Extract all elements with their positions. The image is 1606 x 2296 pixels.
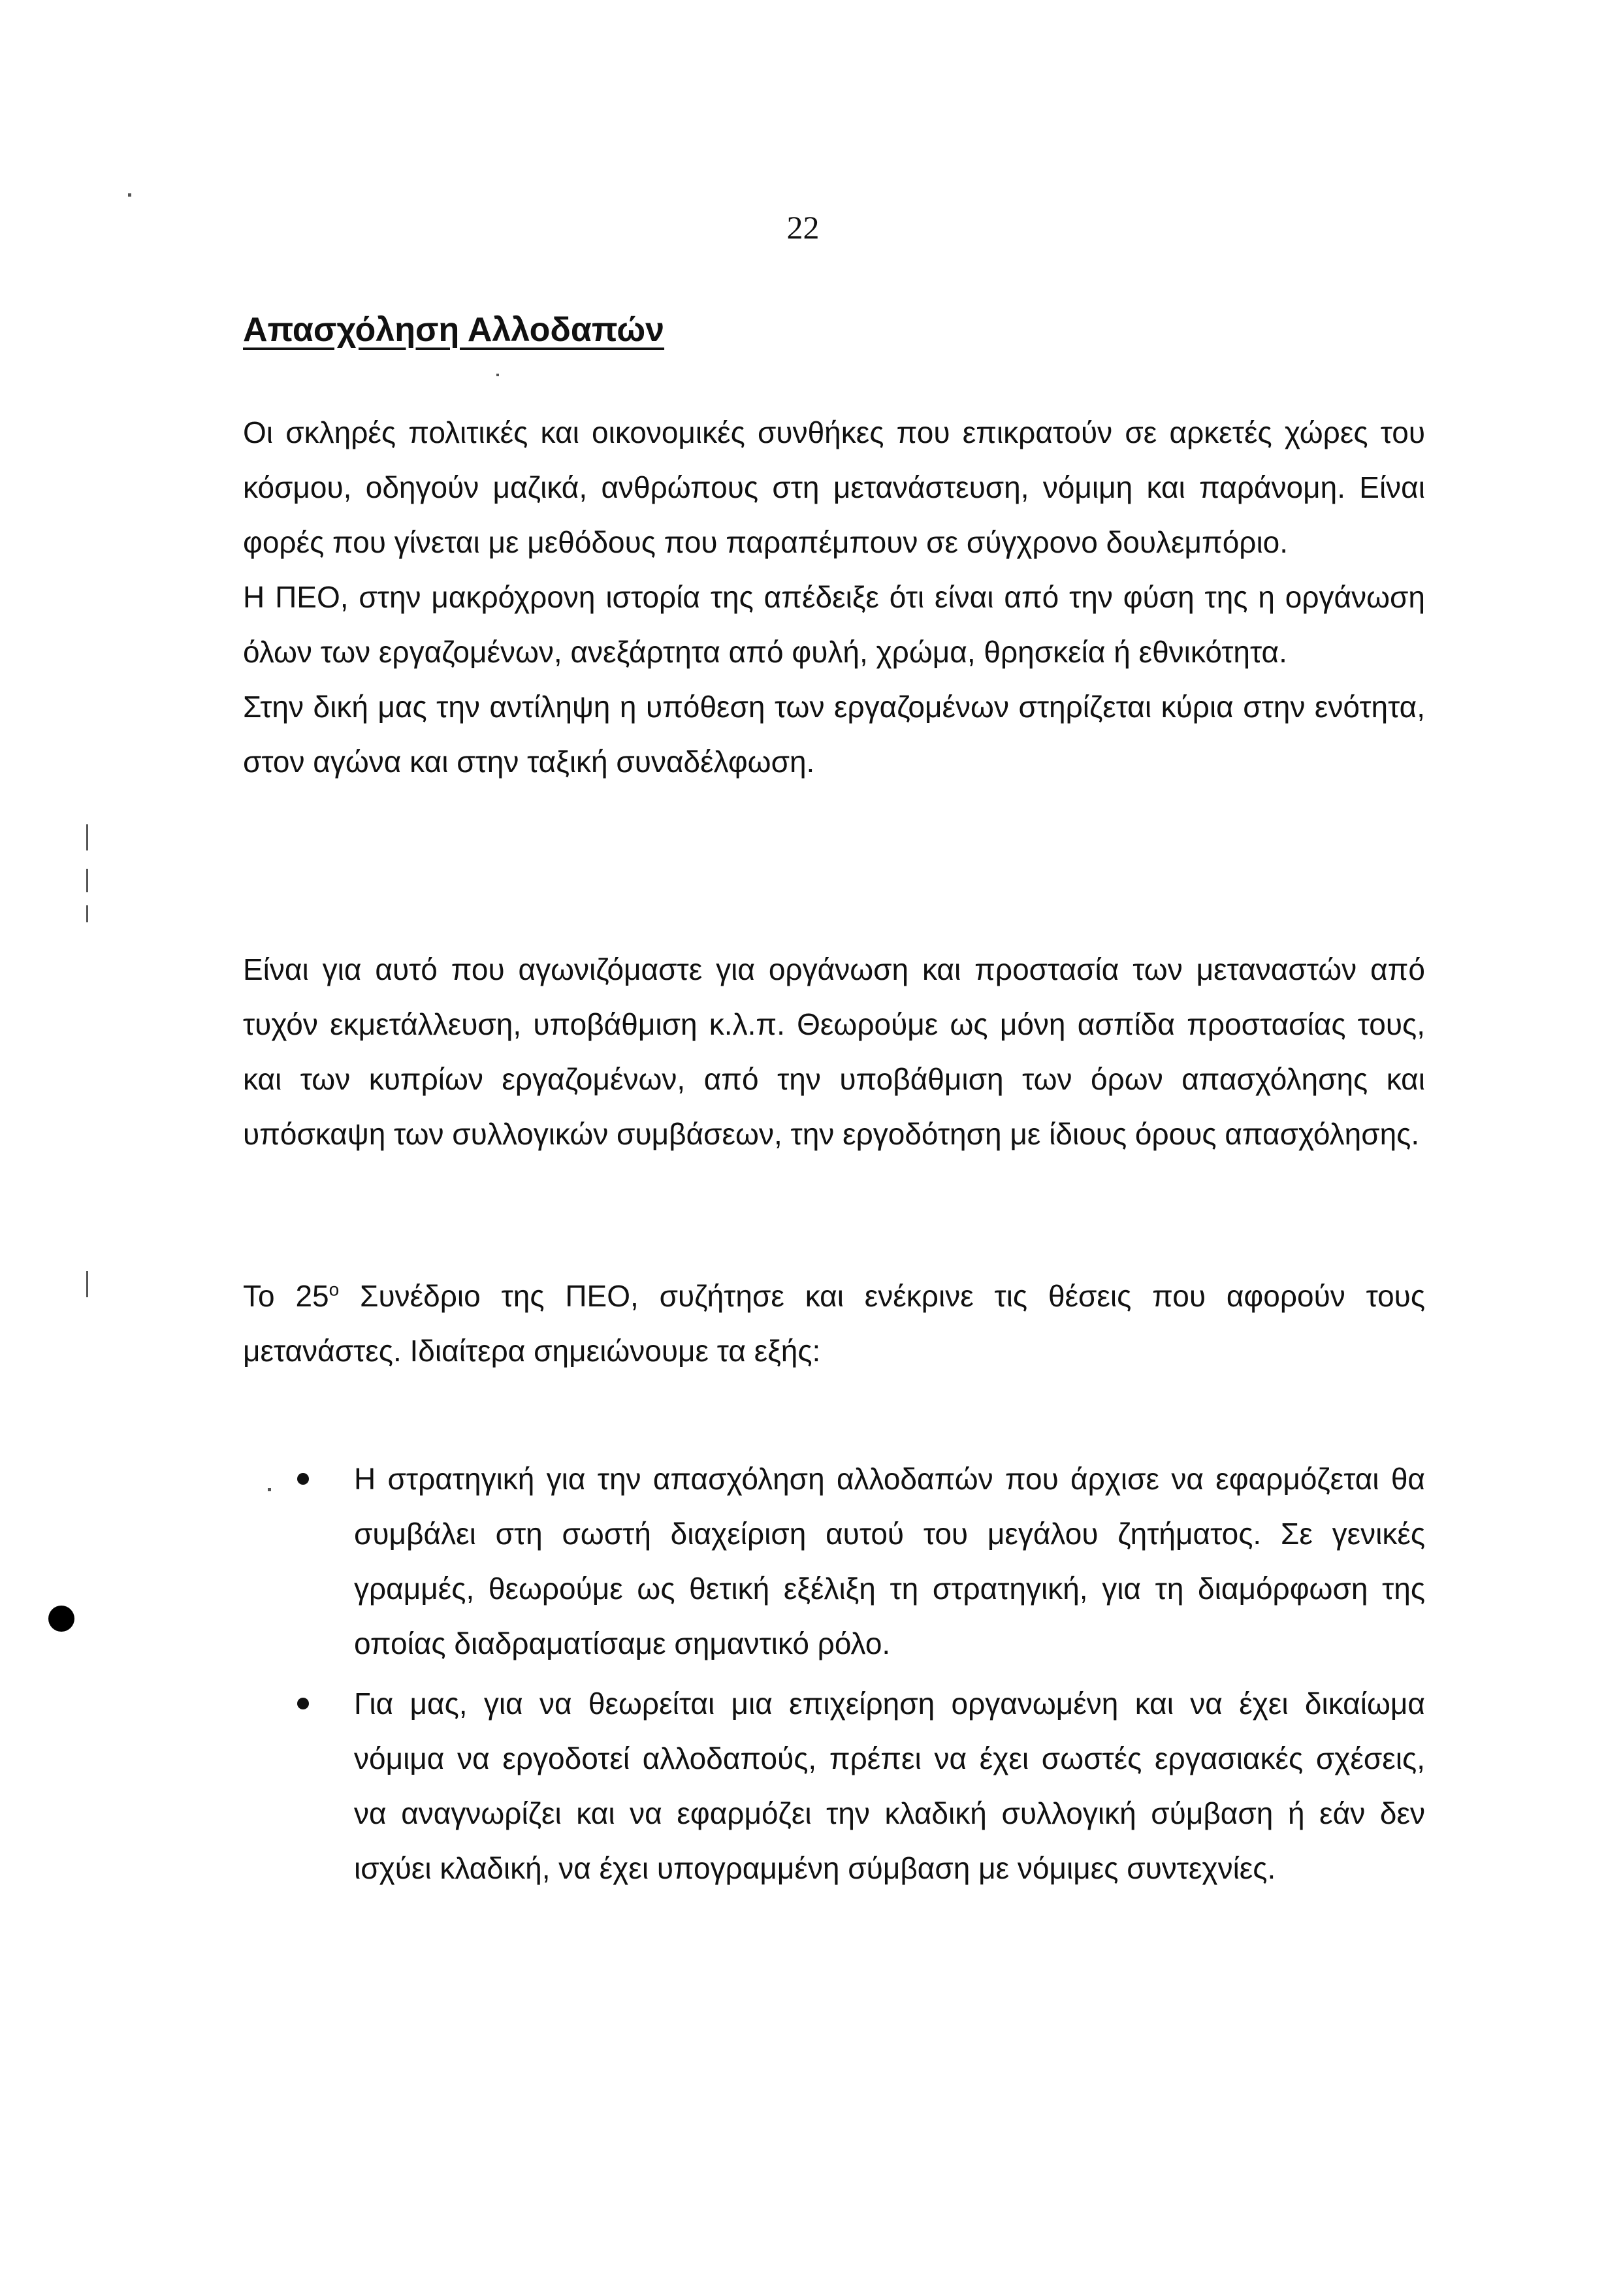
scan-speck	[268, 1488, 271, 1491]
scan-speck	[86, 824, 88, 850]
list-item-text: Για μας, για να θεωρείται μια επιχείρηση οργανωμένη και να έχει δικαίωμα νόμιμα να εργοδοτεί αλλοδαπούς, πρέπει να έχει σωστές εργασιακές σχέσεις, να αναγνωρίζει και να εφαρμόζει την κλαδική συλλογική σύμβαση ή εάν δεν ισχύει κλαδική, να έχει υπογραμμένη σύμβαση με νόμιμες συντεχνίες.	[354, 1687, 1425, 1885]
paragraph-protection: Είναι για αυτό που αγωνιζόμαστε για οργάνωση και προστασία των μεταναστών από τυχόν εκμετάλλευση, υποβάθμιση κ.λ.π. Θεωρούμε ως μόνη ασπίδα προστασίας τους, και των κυπρίων εργαζομένων, από την υποβάθμιση των όρων απασχόλησης και υπόσκαψη των συλλογικών συμβάσεων, την εργοδότηση με ίδιους όρους απασχόλησης.	[243, 952, 1425, 1151]
body-block-intro	[243, 405, 1425, 789]
bullet-dot-icon	[297, 1473, 309, 1485]
body-block-congress	[243, 1269, 1425, 1378]
congress-superscript: ο	[329, 1279, 340, 1300]
congress-suffix: Συνέδριο της ΠΕΟ, συζήτησε και ενέκρινε τις θέσεις που αφορούν τους μετανάστες. Ιδιαίτερα σημειώνουμε τα εξής:	[243, 1279, 1425, 1368]
bullet-dot-icon	[297, 1698, 309, 1709]
page-number: 22	[786, 209, 820, 246]
scan-speck	[86, 905, 88, 922]
scan-speck	[128, 193, 131, 197]
paragraph-intro: Οι σκληρές πολιτικές και οικονομικές συνθήκες που επικρατούν σε αρκετές χώρες του κόσμου, οδηγούν μαζικά, ανθρώπους στη μετανάστευση, νόμιμη και παράνομη. Είναι φορές που γίνεται με μεθόδους που παραπέμπουν σε σύγχρονο δουλεμπόριο.	[243, 415, 1425, 559]
paragraph-peo-history: Η ΠΕΟ, στην μακρόχρονη ιστορία της απέδειξε ότι είναι από την φύση της η οργάνωση όλων των εργαζομένων, ανεξάρτητα από φυλή, χρώμα, θρησκεία ή εθνικότητα.	[243, 580, 1425, 669]
list-item	[297, 1451, 1425, 1671]
scan-speck	[496, 374, 499, 376]
punch-hole-mark	[48, 1606, 74, 1632]
bullet-list	[297, 1451, 1425, 1896]
paragraph-solidarity: Στην δική μας την αντίληψη η υπόθεση των εργαζομένων στηρίζεται κύρια στην ενότητα, στον αγώνα και στην ταξική συναδέλφωση.	[243, 690, 1425, 779]
list-item-text: Η στρατηγική για την απασχόληση αλλοδαπών που άρχισε να εφαρμόζεται θα συμβάλει στη σωστή διαχείριση αυτού του μεγάλου ζητήματος. Σε γενικές γραμμές, θεωρούμε ως θετική εξέλιξη τη στρατηγική, για τη διαμόρφωση της οποίας διαδραματίσαμε σημαντικό ρόλο.	[354, 1462, 1425, 1660]
list-item	[297, 1676, 1425, 1896]
body-block-migrants	[243, 942, 1425, 1161]
paragraph-congress	[243, 1269, 1425, 1378]
section-title: Απασχόληση Αλλοδαπών	[243, 311, 665, 349]
congress-prefix: Το 25	[243, 1279, 329, 1313]
scan-speck	[86, 869, 88, 892]
scan-speck	[86, 1271, 88, 1297]
